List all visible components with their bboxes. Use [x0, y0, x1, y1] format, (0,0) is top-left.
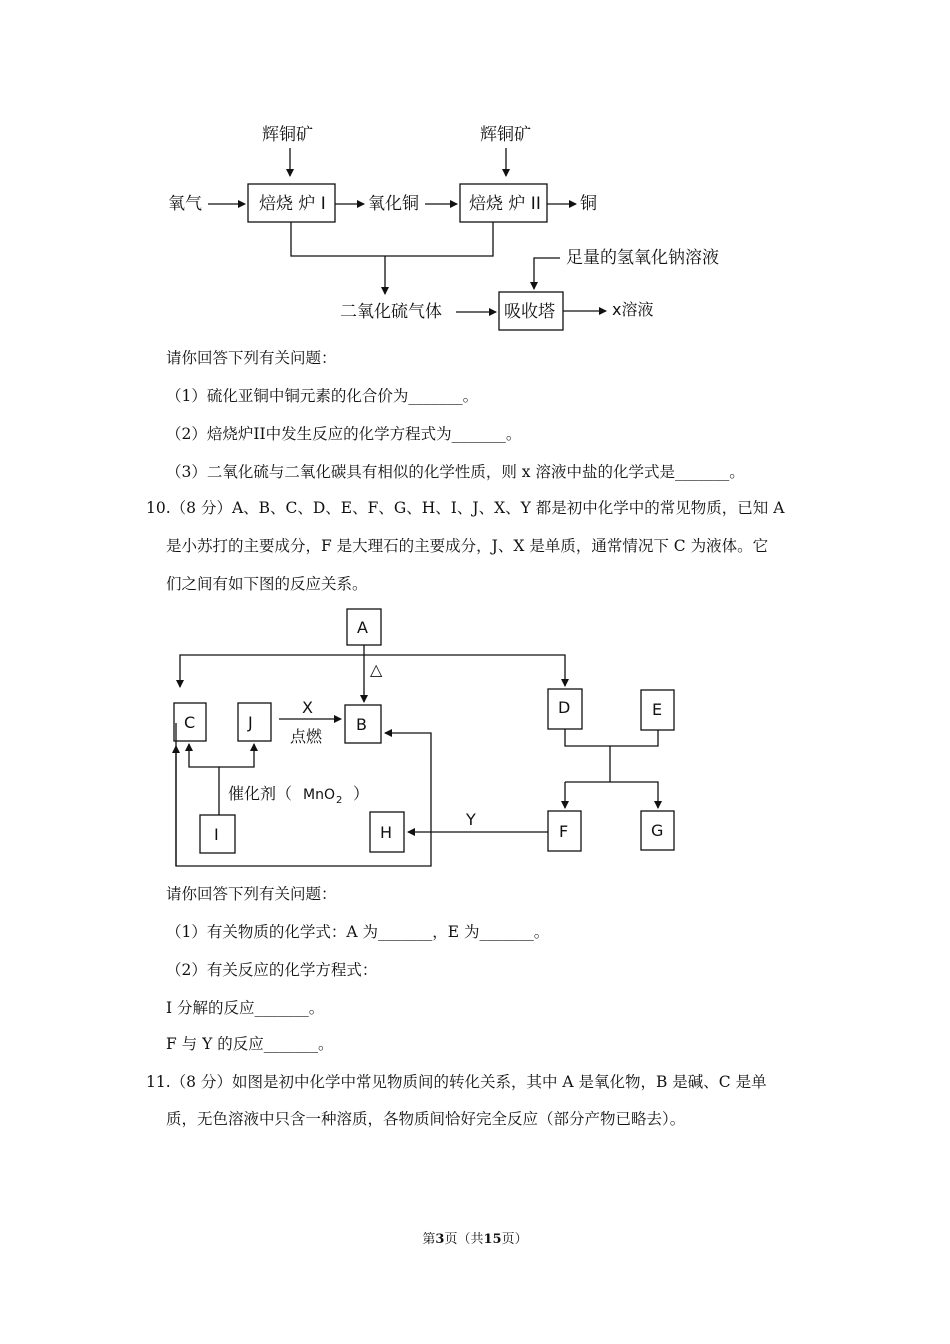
label-j: J [248, 713, 253, 732]
q9-sub-3: （3）二氧化硫与二氧化碳具有相似的化学性质，则 x 溶液中盐的化学式是_______。 [166, 463, 745, 481]
q9-intro: 请你回答下列有关问题： [166, 349, 337, 367]
i-to-c-arrow [189, 744, 219, 815]
q10-line-2: 是小苏打的主要成分，F 是大理石的主要成分，J、X 是单质，通常情况下 C 为液体。它 [166, 537, 769, 555]
naoh-arrow [534, 258, 560, 289]
x-label: X [302, 698, 313, 717]
d-e-join [565, 729, 658, 746]
q11-line-1: 11.（8 分）如图是初中化学中常见物质间的转化关系，其中 A 是氧化物，B 是碱、C 是单 [146, 1073, 767, 1091]
q9-sub-1: （1）硫化亚铜中铜元素的化合价为_______。 [166, 387, 479, 405]
page-footer [0, 1228, 950, 1247]
footer-total-pages: 15 [483, 1232, 502, 1247]
x-solution-label: x溶液 [612, 300, 654, 319]
footer-post: 页） [501, 1232, 528, 1247]
absorber-label: 吸收塔 [504, 302, 555, 322]
mno2-label: MnO [303, 787, 335, 803]
oxygen-label: 氧气 [168, 194, 202, 214]
label-e: E [652, 700, 663, 719]
furnace-2-label: 焙烧 炉 II [469, 194, 541, 214]
copper-label: 铜 [580, 194, 597, 214]
q10-sub-4: F 与 Y 的反应_______。 [166, 1035, 334, 1053]
delta-label: △ [370, 660, 383, 679]
label-d: D [558, 698, 571, 717]
label-i: I [214, 825, 219, 844]
q10-sub-2: （2）有关反应的化学方程式： [166, 961, 378, 979]
ignite-label: 点燃 [290, 727, 323, 746]
catalyst-label: 催化剂（ [228, 784, 293, 803]
label-b: B [356, 715, 367, 734]
ore-label-1: 辉铜矿 [262, 125, 313, 145]
q10-sub-3: I 分解的反应_______。 [166, 999, 325, 1017]
box-j [238, 703, 271, 741]
q10-line-1: 10.（8 分）A、B、C、D、E、F、G、H、I、J、X、Y 都是初中化学中的常见物质，已知 A [146, 499, 785, 517]
footer-mid: 页（共 [444, 1232, 484, 1247]
a-to-d-arrow [364, 655, 565, 686]
q10-intro: 请你回答下列有关问题： [166, 885, 337, 903]
flow-diagram [168, 124, 719, 330]
catalyst-close: ） [353, 784, 370, 803]
a-to-c-arrow [180, 655, 364, 687]
y-label: Y [466, 810, 476, 829]
naoh-label: 足量的氢氧化钠溶液 [566, 248, 719, 268]
label-c: C [184, 713, 196, 732]
so2-collector-line [291, 222, 493, 256]
to-g-arrow [565, 782, 658, 808]
q10-line-3: 们之间有如下图的反应关系。 [166, 575, 368, 593]
footer-pre: 第 [422, 1232, 436, 1247]
q9-sub-2: （2）焙烧炉II中发生反应的化学方程式为_______。 [166, 425, 522, 443]
reaction-diagram [174, 609, 674, 866]
ore-label-2: 辉铜矿 [480, 125, 531, 145]
footer-page-number: 3 [435, 1232, 445, 1247]
label-f: F [559, 822, 569, 841]
so2-label: 二氧化硫气体 [340, 302, 442, 322]
q11-line-2: 质，无色溶液中只含一种溶质，各物质间恰好完全反应（部分产物已略去）。 [166, 1110, 686, 1128]
copper-oxide-label: 氧化铜 [368, 194, 419, 214]
furnace-1-label: 焙烧 炉 I [259, 194, 326, 214]
i-to-j-arrow [219, 744, 254, 767]
label-a: A [357, 618, 368, 637]
q10-sub-1: （1）有关物质的化学式：A 为_______，E 为_______。 [166, 923, 550, 941]
label-h: H [380, 823, 393, 842]
mno2-subscript: 2 [336, 795, 343, 806]
label-g: G [651, 821, 664, 840]
